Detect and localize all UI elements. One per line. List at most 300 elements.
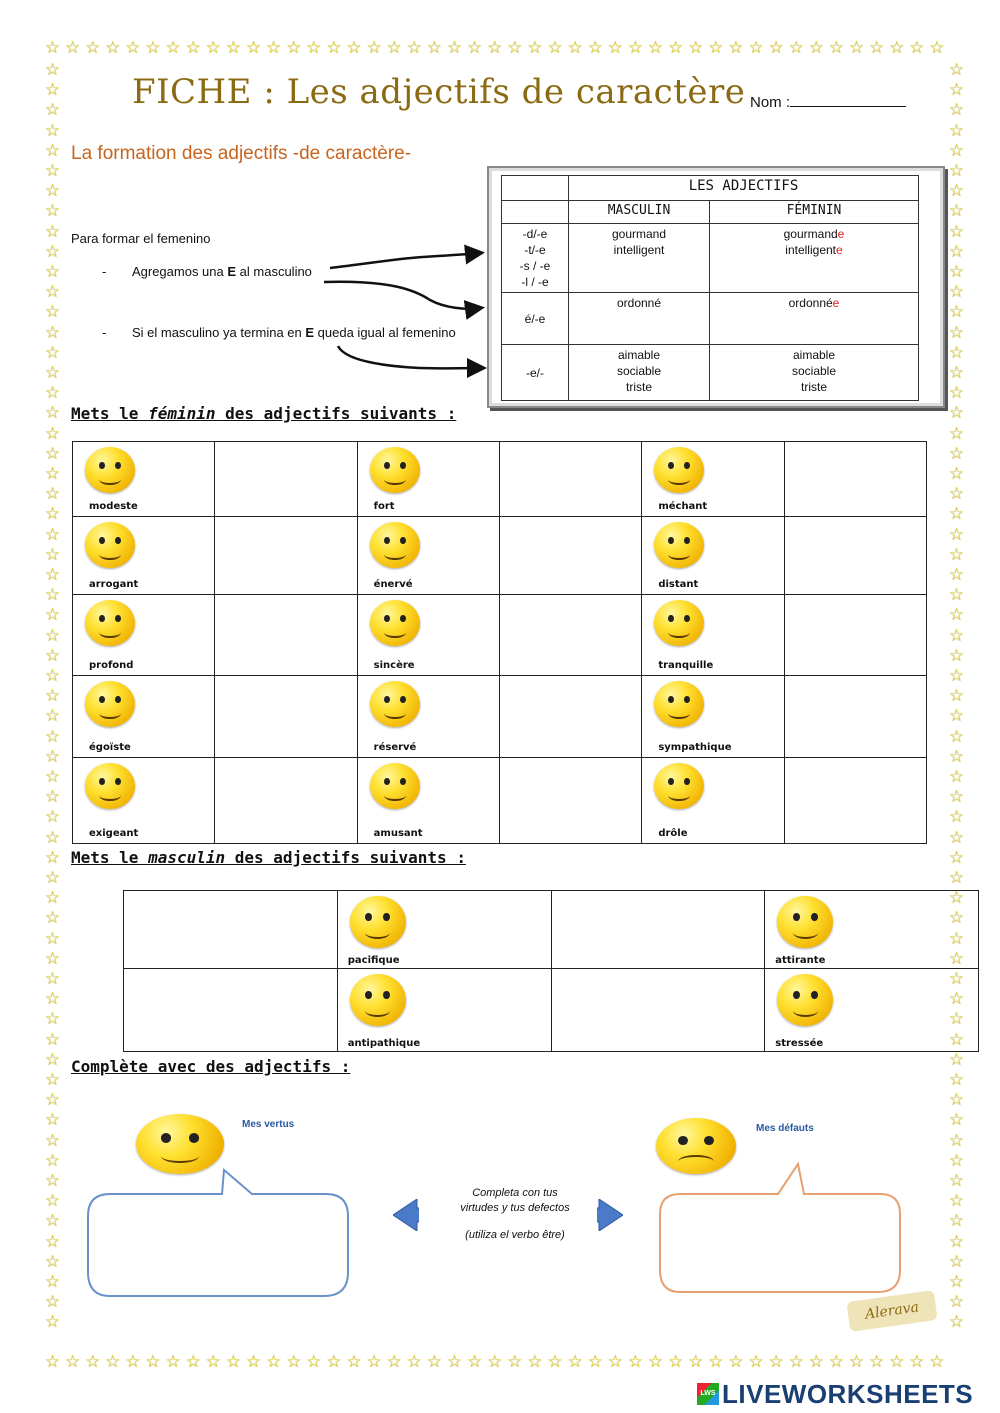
star-icon: ☆ xyxy=(185,1352,201,1372)
star-icon: ☆ xyxy=(868,1352,885,1372)
emoji-label: drôle xyxy=(658,828,688,839)
emoji-label: modeste xyxy=(89,501,138,512)
star-icon: ☆ xyxy=(948,484,965,505)
star-icon: ☆ xyxy=(948,443,965,464)
name-field[interactable] xyxy=(750,94,906,111)
fem-word: aimable xyxy=(792,348,836,362)
star-icon: ☆ xyxy=(406,1352,422,1372)
emoji-cell xyxy=(357,517,499,595)
star-icon: ☆ xyxy=(245,38,262,58)
star-icon: ☆ xyxy=(44,746,61,767)
star-icon: ☆ xyxy=(44,1150,61,1171)
table-title: LES ADJECTIFS xyxy=(569,176,919,201)
emoji-cell xyxy=(337,969,551,1052)
star-icon: ☆ xyxy=(44,1110,61,1131)
rule-arrows xyxy=(320,240,490,380)
star-icon: ☆ xyxy=(948,1171,965,1191)
endings-row-2 xyxy=(502,293,569,345)
exigeant-face-icon xyxy=(85,763,135,809)
star-icon: ☆ xyxy=(948,767,965,787)
star-icon: ☆ xyxy=(44,1009,61,1030)
star-icon: ☆ xyxy=(948,363,965,383)
star-icon: ☆ xyxy=(44,1312,61,1333)
star-icon: ☆ xyxy=(948,524,965,545)
star-icon: ☆ xyxy=(44,60,61,80)
star-icon: ☆ xyxy=(948,1231,965,1252)
star-icon: ☆ xyxy=(44,140,61,161)
star-icon: ☆ xyxy=(688,38,704,58)
star-icon: ☆ xyxy=(948,605,965,626)
star-icon: ☆ xyxy=(948,787,965,808)
star-icon: ☆ xyxy=(948,504,965,525)
star-icon: ☆ xyxy=(44,504,61,525)
fem-word: sociable xyxy=(791,364,837,378)
masc-row-3 xyxy=(569,345,710,401)
star-icon: ☆ xyxy=(848,1352,865,1372)
amusant-face-icon xyxy=(370,763,420,809)
star-icon: ☆ xyxy=(44,423,61,444)
star-icon: ☆ xyxy=(948,403,965,424)
ending: -e/- xyxy=(526,365,544,380)
star-icon: ☆ xyxy=(44,807,61,828)
emoji-label: égoïste xyxy=(89,742,131,753)
logo-text: LIVEWORKSHEETS xyxy=(722,1378,974,1409)
star-icon: ☆ xyxy=(948,625,965,646)
logo-mark-icon: LWS xyxy=(697,1383,719,1405)
star-icon: ☆ xyxy=(44,1029,61,1050)
star-icon: ☆ xyxy=(466,38,483,58)
emoji-cell xyxy=(357,442,499,517)
star-icon: ☆ xyxy=(44,363,61,383)
star-icon: ☆ xyxy=(426,1352,443,1372)
star-icon: ☆ xyxy=(286,1352,302,1372)
star-icon: ☆ xyxy=(85,1352,101,1372)
star-icon: ☆ xyxy=(44,726,61,747)
star-icon: ☆ xyxy=(44,1251,61,1272)
star-icon: ☆ xyxy=(909,38,925,58)
star-icon: ☆ xyxy=(948,1070,965,1090)
star-icon: ☆ xyxy=(647,38,664,58)
rule-2-bold: E xyxy=(305,325,315,340)
star-icon: ☆ xyxy=(948,322,965,343)
answer-cell[interactable] xyxy=(215,595,357,676)
rule-2-text-a: Si el masculino ya termina en xyxy=(131,325,306,340)
star-icon: ☆ xyxy=(44,1352,61,1372)
fem-word: ordonnée xyxy=(788,296,840,310)
instruction-line: virtudes y tus defectos xyxy=(460,1202,570,1214)
signature-text: Alerava xyxy=(864,1299,920,1323)
star-icon: ☆ xyxy=(44,302,61,323)
rule-2-bullet: - xyxy=(102,325,107,340)
answer-cell[interactable] xyxy=(124,891,338,969)
star-icon: ☆ xyxy=(44,80,61,101)
emoji-label: sympathique xyxy=(658,742,732,753)
star-icon: ☆ xyxy=(948,423,965,444)
star-icon: ☆ xyxy=(105,1352,121,1372)
emoji-label: stressée xyxy=(775,1038,824,1049)
answer-cell[interactable] xyxy=(499,442,641,517)
star-icon: ☆ xyxy=(948,140,965,161)
star-icon: ☆ xyxy=(426,38,443,58)
emoji-cell xyxy=(642,758,784,844)
star-icon: ☆ xyxy=(728,38,744,58)
arrogant-face-icon xyxy=(85,522,135,568)
star-icon: ☆ xyxy=(607,1352,623,1372)
answer-cell[interactable] xyxy=(784,517,926,595)
star-icon: ☆ xyxy=(44,706,61,727)
star-icon: ☆ xyxy=(326,1352,342,1372)
star-icon: ☆ xyxy=(948,948,965,969)
star-icon: ☆ xyxy=(44,322,61,343)
header-masculin: MASCULIN xyxy=(569,201,710,224)
star-icon: ☆ xyxy=(44,524,61,545)
star-icon: ☆ xyxy=(225,38,242,58)
star-icon: ☆ xyxy=(44,605,61,626)
star-icon: ☆ xyxy=(948,908,965,929)
section-complete-heading: Complète avec des adjectifs : xyxy=(71,1057,351,1076)
star-icon: ☆ xyxy=(909,1352,925,1372)
sympathique-face-icon xyxy=(654,681,704,727)
star-icon: ☆ xyxy=(44,544,61,565)
star-icon: ☆ xyxy=(245,1352,262,1372)
star-icon: ☆ xyxy=(165,38,181,58)
emoji-cell xyxy=(73,517,215,595)
star-icon: ☆ xyxy=(44,645,61,666)
emoji-cell xyxy=(73,595,215,676)
star-icon: ☆ xyxy=(366,38,382,58)
masc-row-2 xyxy=(569,293,710,345)
star-icon: ☆ xyxy=(948,1130,965,1151)
énervé-face-icon xyxy=(370,522,420,568)
star-icon: ☆ xyxy=(948,1191,965,1212)
emoji-label: fort xyxy=(373,501,395,512)
star-icon: ☆ xyxy=(708,38,724,58)
star-icon: ☆ xyxy=(587,38,603,58)
égoïste-face-icon xyxy=(85,681,135,727)
star-icon: ☆ xyxy=(948,827,965,848)
emoji-cell xyxy=(357,676,499,758)
star-icon: ☆ xyxy=(607,38,623,58)
section-masculine-heading: Mets le masculin des adjectifs suivants : xyxy=(71,848,466,867)
star-icon: ☆ xyxy=(788,38,804,58)
star-icon: ☆ xyxy=(386,38,402,58)
star-icon: ☆ xyxy=(948,1009,965,1030)
name-input-line[interactable] xyxy=(790,94,906,107)
star-icon: ☆ xyxy=(567,1352,583,1372)
star-icon: ☆ xyxy=(527,38,543,58)
star-icon: ☆ xyxy=(265,1352,282,1372)
star-icon: ☆ xyxy=(889,1352,905,1372)
star-icon: ☆ xyxy=(768,1352,784,1372)
instructions xyxy=(430,1187,600,1241)
star-icon: ☆ xyxy=(185,38,201,58)
rule-1-text-b: al masculino xyxy=(236,264,312,279)
star-icon: ☆ xyxy=(948,807,965,828)
star-icon: ☆ xyxy=(44,625,61,646)
star-icon: ☆ xyxy=(948,1292,965,1313)
star-icon: ☆ xyxy=(948,888,965,909)
star-icon: ☆ xyxy=(948,989,965,1010)
star-icon: ☆ xyxy=(748,38,764,58)
answer-cell[interactable] xyxy=(215,517,357,595)
endings-row-1 xyxy=(502,224,569,293)
arrow-1 xyxy=(330,253,480,268)
fort-face-icon xyxy=(370,447,420,493)
star-icon: ☆ xyxy=(44,928,61,949)
answer-cell[interactable] xyxy=(124,969,338,1052)
star-icon: ☆ xyxy=(406,38,422,58)
star-icon: ☆ xyxy=(948,686,965,707)
answer-cell[interactable] xyxy=(215,676,357,758)
happy-face-icon xyxy=(136,1114,224,1174)
star-icon: ☆ xyxy=(728,1352,744,1372)
star-icon: ☆ xyxy=(44,201,61,222)
emoji-cell xyxy=(357,758,499,844)
sincère-face-icon xyxy=(370,600,420,646)
answer-cell[interactable] xyxy=(784,758,926,844)
fem-row-3 xyxy=(710,345,919,401)
emoji-label: profond xyxy=(89,660,134,671)
star-icon: ☆ xyxy=(44,1211,61,1232)
star-icon: ☆ xyxy=(948,80,965,101)
star-icon: ☆ xyxy=(948,60,965,80)
star-icon: ☆ xyxy=(948,565,965,585)
distant-face-icon xyxy=(654,522,704,568)
star-icon: ☆ xyxy=(44,1130,61,1151)
star-icon: ☆ xyxy=(948,100,965,121)
vertus-label: Mes vertus xyxy=(242,1119,295,1130)
star-icon: ☆ xyxy=(948,464,965,484)
star-icon: ☆ xyxy=(527,1352,543,1372)
star-icon: ☆ xyxy=(44,888,61,909)
star-icon: ☆ xyxy=(44,666,61,686)
star-icon: ☆ xyxy=(948,1272,965,1292)
star-icon: ☆ xyxy=(85,38,101,58)
emoji-label: arrogant xyxy=(89,579,139,590)
star-icon: ☆ xyxy=(44,282,61,303)
star-icon: ☆ xyxy=(105,38,121,58)
star-icon: ☆ xyxy=(948,666,965,686)
modeste-face-icon xyxy=(85,447,135,493)
ending: é/-e xyxy=(524,311,546,326)
pacifique-face-icon xyxy=(350,896,406,948)
star-icon: ☆ xyxy=(125,38,141,58)
star-icon: ☆ xyxy=(948,969,965,989)
fem-row-2 xyxy=(710,293,919,345)
star-icon: ☆ xyxy=(386,1352,402,1372)
star-icon: ☆ xyxy=(306,1352,322,1372)
emoji-cell xyxy=(357,595,499,676)
star-icon: ☆ xyxy=(948,221,965,242)
masc-row-1 xyxy=(569,224,710,293)
star-icon: ☆ xyxy=(948,262,965,282)
star-icon: ☆ xyxy=(44,948,61,969)
star-icon: ☆ xyxy=(205,38,221,58)
star-icon: ☆ xyxy=(627,38,644,58)
star-icon: ☆ xyxy=(44,1171,61,1191)
emoji-label: tranquille xyxy=(658,660,714,671)
star-icon: ☆ xyxy=(948,645,965,666)
star-icon: ☆ xyxy=(889,38,905,58)
star-icon: ☆ xyxy=(688,1352,704,1372)
emoji-label: énervé xyxy=(373,579,413,590)
section-feminine-heading: Mets le féminin des adjectifs suivants : xyxy=(71,404,457,423)
star-icon: ☆ xyxy=(948,726,965,747)
answer-cell[interactable] xyxy=(215,442,357,517)
star-icon: ☆ xyxy=(44,989,61,1010)
feminine-exercise-table xyxy=(72,441,927,844)
star-icon: ☆ xyxy=(346,1352,362,1372)
fem-row-1 xyxy=(710,224,919,293)
star-icon: ☆ xyxy=(627,1352,644,1372)
star-icon: ☆ xyxy=(44,38,61,58)
star-icon: ☆ xyxy=(366,1352,382,1372)
emoji-cell xyxy=(642,595,784,676)
instruction-line: Completa con tus xyxy=(472,1187,558,1199)
star-icon: ☆ xyxy=(44,969,61,989)
star-icon: ☆ xyxy=(44,100,61,121)
star-icon: ☆ xyxy=(667,1352,684,1372)
vertus-answer-area[interactable] xyxy=(100,1206,336,1286)
name-label: Nom : xyxy=(750,94,791,111)
star-icon: ☆ xyxy=(44,464,61,484)
star-icon: ☆ xyxy=(868,38,885,58)
star-icon: ☆ xyxy=(808,38,824,58)
star-icon: ☆ xyxy=(44,1231,61,1252)
rule-1-bullet: - xyxy=(102,264,107,279)
star-icon: ☆ xyxy=(44,221,61,242)
star-icon: ☆ xyxy=(44,1049,61,1070)
antipathique-face-icon xyxy=(350,974,406,1026)
star-icon: ☆ xyxy=(948,1090,965,1111)
star-icon: ☆ xyxy=(929,38,945,58)
ending: -s / -e xyxy=(519,259,551,273)
emoji-label: distant xyxy=(658,579,699,590)
star-icon: ☆ xyxy=(44,908,61,929)
liveworksheets-logo[interactable] xyxy=(697,1380,973,1408)
fem-word: gourmande xyxy=(783,227,845,241)
ending: -t/-e xyxy=(524,243,546,257)
star-icon: ☆ xyxy=(44,767,61,787)
star-icon: ☆ xyxy=(948,706,965,727)
star-icon: ☆ xyxy=(788,1352,804,1372)
star-icon: ☆ xyxy=(44,686,61,707)
star-icon: ☆ xyxy=(44,565,61,585)
star-icon: ☆ xyxy=(44,262,61,282)
star-icon: ☆ xyxy=(205,1352,221,1372)
answer-cell[interactable] xyxy=(784,676,926,758)
star-icon: ☆ xyxy=(44,120,61,141)
page-title: FICHE : Les adjectifs de caractère xyxy=(132,72,746,112)
star-icon: ☆ xyxy=(948,302,965,323)
star-icon: ☆ xyxy=(948,1251,965,1272)
answer-cell[interactable] xyxy=(499,595,641,676)
star-icon: ☆ xyxy=(507,1352,523,1372)
star-icon: ☆ xyxy=(326,38,342,58)
instruction-line: (utiliza el verbo être) xyxy=(465,1229,565,1241)
star-icon: ☆ xyxy=(44,787,61,808)
emoji-label: exigeant xyxy=(89,828,139,839)
masc-word: aimable xyxy=(617,348,661,362)
profond-face-icon xyxy=(85,600,135,646)
star-icon: ☆ xyxy=(446,38,463,58)
star-icon: ☆ xyxy=(487,1352,503,1372)
star-icon: ☆ xyxy=(547,1352,563,1372)
emoji-label: amusant xyxy=(373,828,423,839)
star-icon: ☆ xyxy=(64,38,81,58)
star-icon: ☆ xyxy=(808,1352,824,1372)
fem-word: intelligente xyxy=(785,243,843,257)
emoji-label: antipathique xyxy=(347,1038,421,1049)
endings-row-3 xyxy=(502,345,569,401)
star-icon: ☆ xyxy=(44,383,61,404)
drôle-face-icon xyxy=(654,763,704,809)
defauts-answer-area[interactable] xyxy=(672,1204,888,1284)
rule-1-bold: E xyxy=(227,264,237,279)
star-icon: ☆ xyxy=(768,38,784,58)
star-icon: ☆ xyxy=(507,38,523,58)
answer-cell[interactable] xyxy=(215,758,357,844)
star-icon: ☆ xyxy=(44,1090,61,1111)
star-icon: ☆ xyxy=(346,38,362,58)
star-icon: ☆ xyxy=(567,38,583,58)
emoji-cell xyxy=(73,758,215,844)
emoji-cell xyxy=(337,891,551,969)
star-icon: ☆ xyxy=(948,1029,965,1050)
star-icon: ☆ xyxy=(948,1049,965,1070)
star-icon: ☆ xyxy=(44,585,61,606)
answer-cell[interactable] xyxy=(499,758,641,844)
answer-cell[interactable] xyxy=(499,517,641,595)
emoji-label: pacifique xyxy=(347,955,400,966)
star-icon: ☆ xyxy=(466,1352,483,1372)
star-icon: ☆ xyxy=(708,1352,724,1372)
star-icon: ☆ xyxy=(44,241,61,262)
defauts-label: Mes défauts xyxy=(756,1123,814,1134)
star-icon: ☆ xyxy=(948,746,965,767)
star-icon: ☆ xyxy=(145,1352,161,1372)
answer-cell[interactable] xyxy=(784,442,926,517)
star-icon: ☆ xyxy=(948,120,965,141)
signature-stamp xyxy=(846,1290,937,1332)
star-icon: ☆ xyxy=(44,847,61,868)
answer-cell[interactable] xyxy=(499,676,641,758)
star-icon: ☆ xyxy=(948,342,965,363)
emoji-cell xyxy=(642,676,784,758)
star-icon: ☆ xyxy=(44,403,61,424)
star-icon: ☆ xyxy=(44,868,61,888)
star-icon: ☆ xyxy=(547,38,563,58)
star-icon: ☆ xyxy=(948,928,965,949)
rule-intro: Para formar el femenino xyxy=(71,231,211,246)
star-icon: ☆ xyxy=(165,1352,181,1372)
stressée-face-icon xyxy=(777,974,833,1026)
emoji-label: sincère xyxy=(373,660,415,671)
star-icon: ☆ xyxy=(948,544,965,565)
star-icon: ☆ xyxy=(44,181,61,202)
masculine-exercise-table xyxy=(123,890,979,1052)
answer-cell[interactable] xyxy=(551,891,765,969)
masc-word: sociable xyxy=(616,364,662,378)
ending: -l / -e xyxy=(521,275,549,289)
emoji-label: réservé xyxy=(373,742,417,753)
answer-cell[interactable] xyxy=(784,595,926,676)
star-icon: ☆ xyxy=(487,38,503,58)
answer-cell[interactable] xyxy=(551,969,765,1052)
rule-1-text-a: Agregamos una xyxy=(131,264,228,279)
empty-corner-2 xyxy=(502,201,569,224)
star-icon: ☆ xyxy=(948,161,965,181)
